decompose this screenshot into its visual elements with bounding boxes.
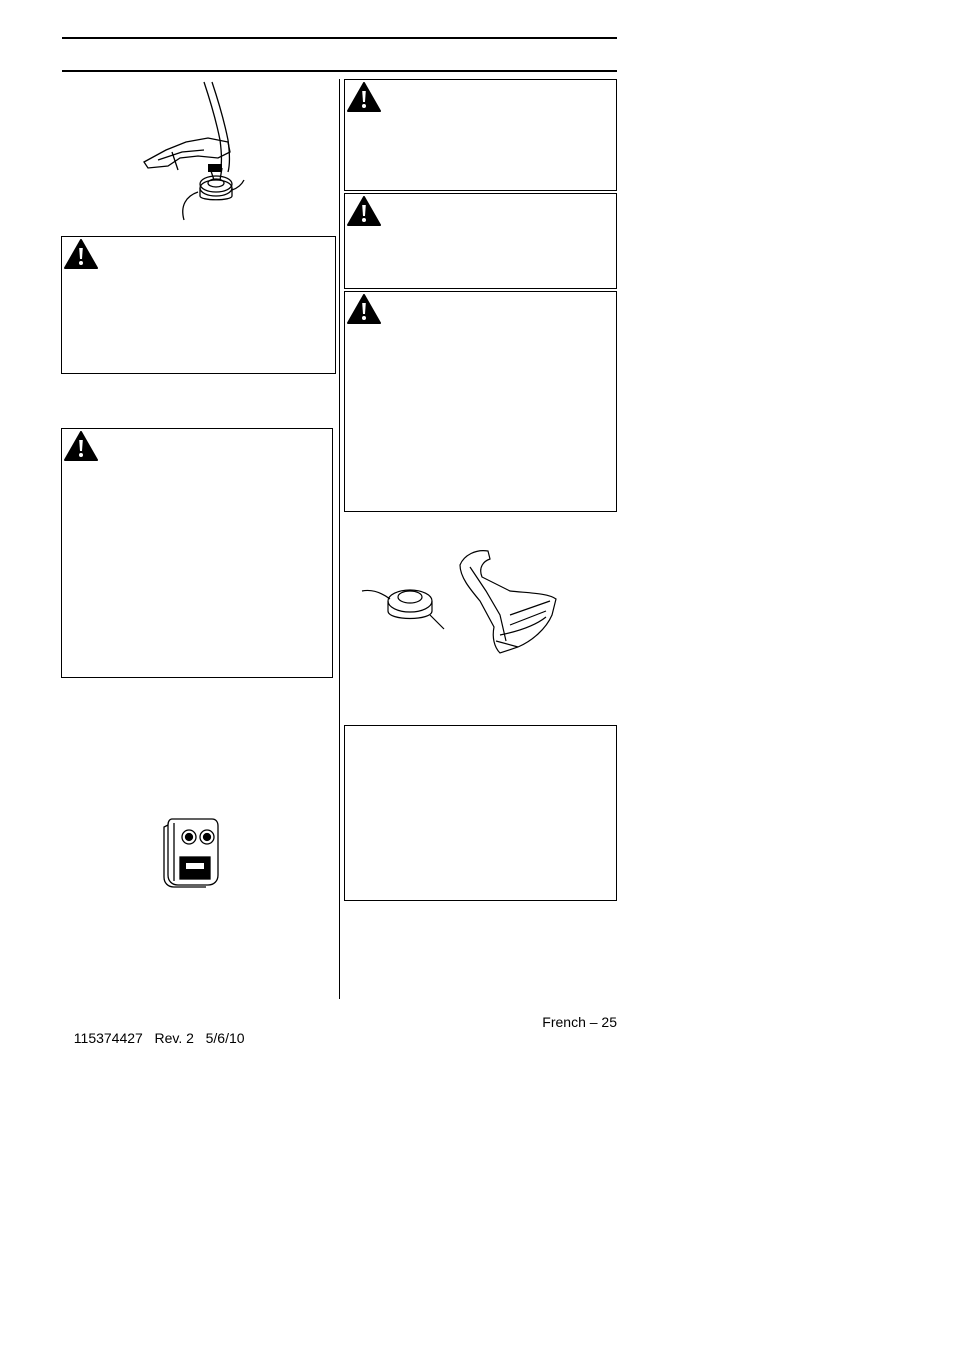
warning-triangle-icon — [347, 196, 381, 226]
warning-box-3 — [344, 79, 617, 191]
footer-date: 5/6/10 — [205, 1030, 245, 1046]
trimmer-head-and-guard-illustration — [360, 545, 560, 660]
warning-triangle-icon — [64, 431, 98, 461]
warning-triangle-icon — [64, 239, 98, 269]
header-rule-bottom — [62, 70, 617, 72]
hearing-protection-illustration — [162, 815, 220, 890]
footer-revision: Rev. 2 — [154, 1030, 194, 1046]
footer-page-label: French – 25 — [542, 1014, 617, 1030]
warning-box-1 — [61, 236, 336, 374]
trimmer-head-guard-illustration — [138, 80, 248, 225]
header-rule-top — [62, 37, 617, 39]
footer-doc-info — [66, 1014, 245, 1046]
footer-doc-id: 115374427 — [73, 1030, 143, 1046]
warning-box-5 — [344, 291, 617, 512]
note-box — [344, 725, 617, 901]
warning-triangle-icon — [347, 294, 381, 324]
warning-triangle-icon — [347, 82, 381, 112]
warning-box-4 — [344, 193, 617, 289]
warning-box-2 — [61, 428, 333, 678]
column-divider — [339, 79, 340, 999]
